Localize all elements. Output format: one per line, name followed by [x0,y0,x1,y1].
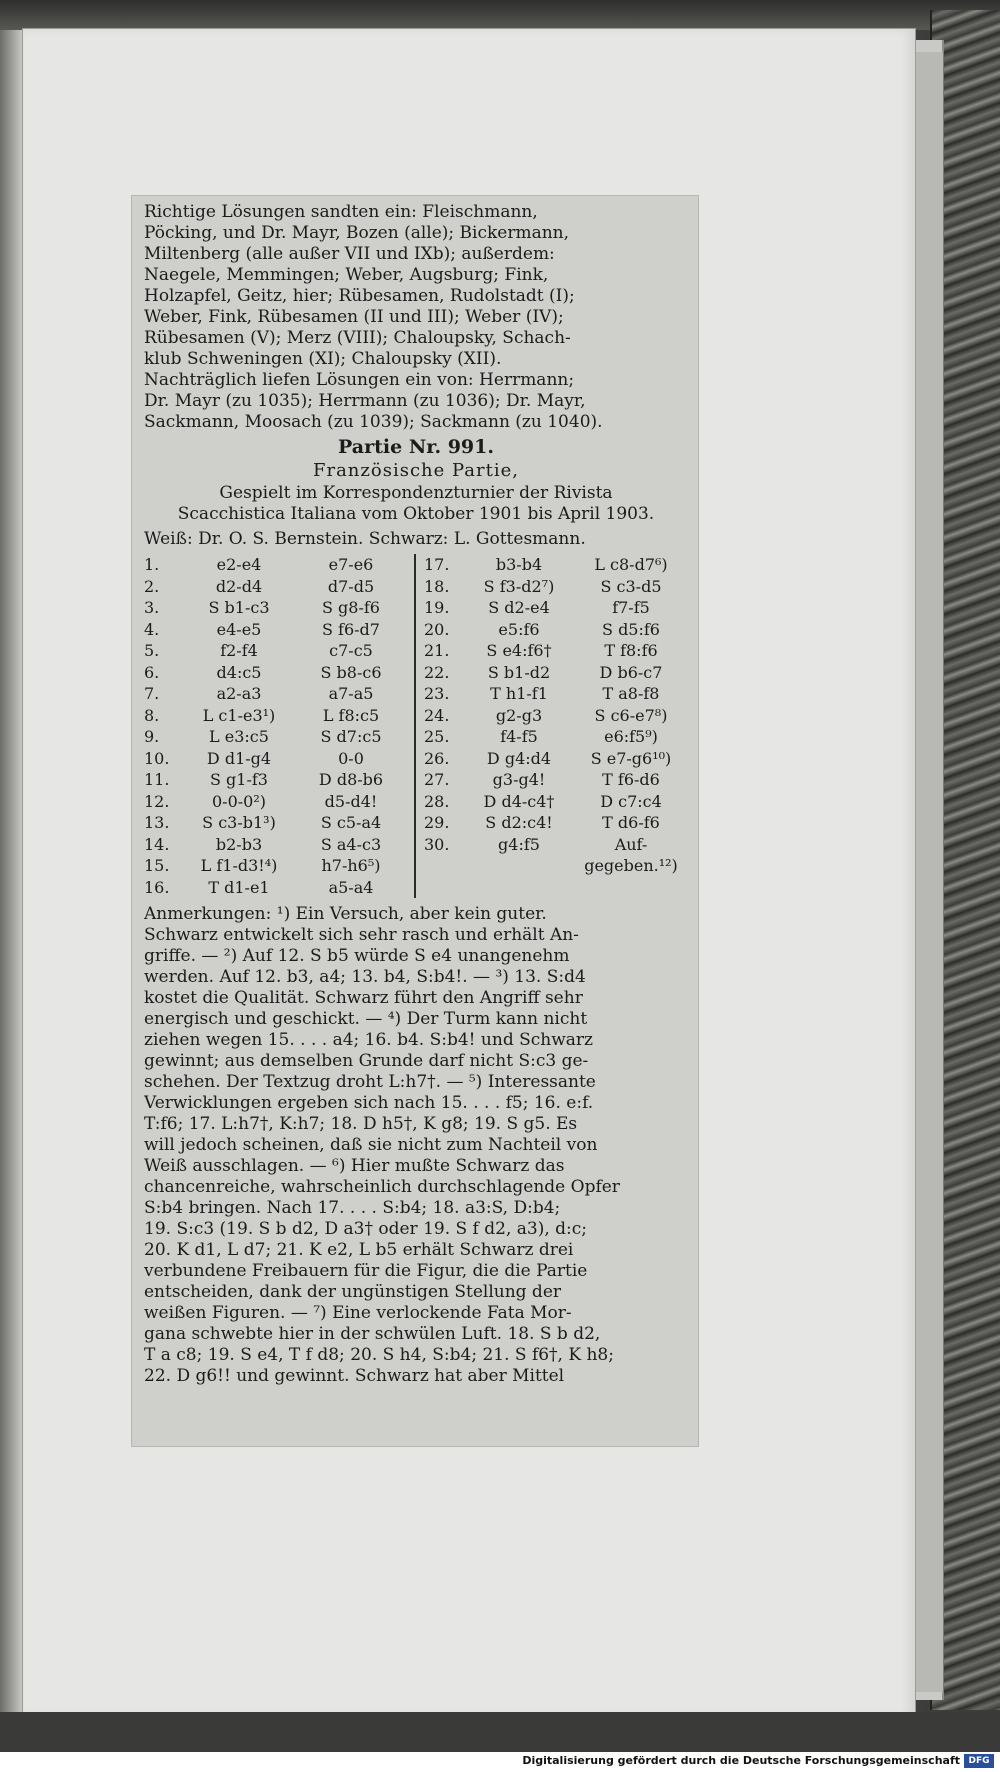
late-solvers-paragraph [144,370,688,433]
move-row [144,769,408,791]
white-move: S c3-b1³) [202,813,276,832]
move-row [144,554,408,576]
text-line: will jedoch scheinen, daß sie nicht zum Nachteil von [144,1135,598,1155]
black-move: e6:f5⁹) [604,727,658,746]
text-line: Naegele, Memmingen; Weber, Augsburg; Fink, [144,265,549,285]
text-line: Nachträglich liefen Lösungen ein von: Herrmann; [144,370,575,390]
annotations [144,904,688,1387]
move-number: 19. [424,598,450,617]
move-number: 27. [424,770,450,789]
event-description [144,483,688,525]
move-row [144,812,408,834]
move-row [144,662,408,684]
move-number: 12. [144,791,170,811]
text-line: gana schwebte hier in der schwülen Luft. 18. S b d2, [144,1324,601,1344]
text-line: 19. S:c3 (19. S b d2, D a3† oder 19. S f d2, a3), d:c; [144,1219,588,1239]
white-move: T h1-f1 [490,684,548,703]
white-move: S d2:c4! [485,813,553,832]
black-move: S f6-d7 [322,619,380,639]
move-row [424,791,688,813]
move-row [424,554,688,576]
text-line: klub Schweningen (XI); Chaloupsky (XII). [144,349,502,369]
move-row [424,640,688,662]
white-move: S g1-f3 [210,770,268,789]
black-move: Auf- [614,834,648,854]
text-line: Rübesamen (V); Merz (VIII); Chaloupsky, Schach- [144,328,571,348]
newspaper-clipping [132,196,698,1446]
move-number [424,855,464,877]
move-number: 2. [144,576,160,596]
white-move: S b1-d2 [487,662,551,682]
text-line: Weiß ausschlagen. — ⁶) Hier mußte Schwarz das [144,1156,565,1176]
white-move: D d1-g4 [206,748,272,768]
move-number: 10. [144,748,170,768]
black-move: e7-e6 [328,555,374,574]
text-line: gewinnt; aus demselben Grunde darf nicht S:c3 ge- [144,1051,589,1071]
white-move: g3-g4! [492,770,546,789]
move-row [424,683,688,705]
move-number: 30. [424,834,450,854]
text-line: schehen. Der Textzug droht L:h7†. — ⁵) Interessante [144,1072,596,1092]
text-line: ziehen wegen 15. . . . a4; 16. b4. S:b4! und Schwarz [144,1030,593,1050]
black-move: S c3-d5 [600,576,662,596]
text-line: entscheiden, dank der ungünstigen Stellung der [144,1282,562,1302]
opening-name: Französische Partie, [312,460,520,481]
move-number: 5. [144,641,160,660]
white-move: D g4:d4 [486,748,552,768]
text-line: 22. D g6!! und gewinnt. Schwarz hat aber Mittel [144,1366,565,1386]
text-line: Verwicklungen ergeben sich nach 15. . . . f5; 16. e:f. [144,1093,594,1113]
white-move: L e3:c5 [209,727,269,746]
black-move: S b8-c6 [320,662,382,682]
white-move: e4-e5 [216,619,262,639]
move-row [144,834,408,856]
text-line: werden. Auf 12. b3, a4; 13. b4, S:b4!. — ³) 13. S:d4 [144,967,586,987]
black-move: S a4-c3 [320,834,382,854]
move-row [424,662,688,684]
text-line: weißen Figuren. — ⁷) Eine verlockende Fata Mor- [144,1303,572,1323]
white-move: g2-g3 [495,705,543,725]
move-row [144,855,408,877]
move-row [144,683,408,705]
move-row [144,705,408,727]
move-number: 28. [424,791,450,811]
white-move: S f3-d2⁷) [483,576,555,596]
text-line: 20. K d1, L d7; 21. K e2, L b5 erhält Schwarz drei [144,1240,574,1260]
text-line: Gespielt im Korrespondenzturnier der Rivista [219,483,613,503]
black-move: T f8:f6 [604,641,658,660]
text-line: S:b4 bringen. Nach 17. . . . S:b4; 18. a3:S, D:b4; [144,1198,561,1218]
players-line: Weiß: Dr. O. S. Bernstein. Schwarz: L. Gottesmann. [144,529,586,549]
white-move: g4:f5 [498,834,540,854]
white-move: e2-e4 [216,555,262,574]
text-line: Dr. Mayr (zu 1035); Herrmann (zu 1036); Dr. Mayr, [144,391,586,411]
move-number: 9. [144,727,160,746]
black-move: S d7:c5 [320,727,382,746]
white-move: b3-b4 [495,555,543,574]
black-move: a5-a4 [328,877,374,897]
move-row [424,597,688,619]
move-number: 15. [144,856,170,875]
black-move: S d5:f6 [602,619,660,639]
move-row [424,726,688,748]
move-number: 17. [424,555,450,574]
text-line: Sackmann, Moosach (zu 1039); Sackmann (zu 1040). [144,412,603,432]
move-row [424,576,688,598]
move-number: 23. [424,684,450,703]
black-move: 0-0 [338,748,364,768]
black-move: h7-h6⁵) [321,856,381,875]
move-number: 22. [424,662,450,682]
text-line: chancenreiche, wahrscheinlich durchschlagende Opfer [144,1177,620,1197]
black-move: f7-f5 [612,598,650,617]
black-move: d5-d4! [324,791,378,811]
move-number: 24. [424,705,450,725]
black-move: T d6-f6 [602,813,660,832]
move-row [144,597,408,619]
black-move: S e7-g6¹⁰) [590,748,672,768]
white-move: T d1-e1 [208,877,270,897]
text-line: Scacchistica Italiana vom Oktober 1901 bis April 1903. [177,504,655,524]
move-row [424,855,688,877]
book-cover-top [0,0,1000,30]
move-number: 6. [144,662,160,682]
text-line: griffe. — ²) Auf 12. S b5 würde S e4 unangenehm [144,946,570,966]
text-line: Anmerkungen: ¹) Ein Versuch, aber kein guter. [144,904,547,924]
white-move: 0-0-0²) [211,791,266,811]
move-row [144,726,408,748]
move-number: 3. [144,598,160,617]
black-move: gegeben.¹²) [584,856,678,875]
black-move: L f8:c5 [322,705,380,725]
white-move: L c1-e3¹) [202,705,276,725]
text-line: verbundene Freibauern für die Figur, die die Partie [144,1261,588,1281]
move-number: 16. [144,877,170,897]
text-line: Richtige Lösungen sandten ein: Fleischmann, [144,202,538,222]
move-row [424,619,688,641]
white-move: a2-a3 [216,684,262,703]
text-line: Holzapfel, Geitz, hier; Rübesamen, Rudolstadt (I); [144,286,575,306]
black-move: D b6-c7 [599,662,663,682]
move-number: 13. [144,813,170,832]
move-row [424,748,688,770]
text-line: T:f6; 17. L:h7†, K:h7; 18. D h5†, K g8; 19. S g5. Es [144,1114,578,1134]
black-move: L c8-d7⁶) [594,555,668,574]
game-title: Partie Nr. 991. [338,436,494,458]
text-line: Pöcking, und Dr. Mayr, Bozen (alle); Bickermann, [144,223,570,243]
text-line: T a c8; 19. S e4, T f d8; 20. S h4, S:b4; 21. S f6†, K h8; [144,1345,614,1365]
move-row [144,640,408,662]
move-row [144,576,408,598]
white-move: e5:f6 [498,619,540,639]
move-number: 29. [424,813,450,832]
text-line: Miltenberg (alle außer VII und IXb); außerdem: [144,244,555,264]
move-number: 4. [144,619,160,639]
moves-column-right [416,554,688,898]
white-move: L f1-d3!⁴) [200,856,278,875]
move-number: 26. [424,748,450,768]
black-move: a7-a5 [328,684,374,703]
text-line: energisch und geschickt. — ⁴) Der Turm kann nicht [144,1009,588,1029]
black-move: c7-c5 [329,641,373,660]
move-number: 18. [424,576,450,596]
move-row [424,812,688,834]
black-move: T f6-d6 [602,770,660,789]
black-move: D c7:c4 [600,791,662,811]
move-number: 8. [144,705,160,725]
move-row [424,834,688,856]
funding-credit: Digitalisierung gefördert durch die Deutsche Forschungsgemeinschaft [522,1754,960,1767]
dfg-logo: DFG [964,1754,994,1768]
black-move: D d8-b6 [318,770,384,789]
text-line: Schwarz entwickelt sich sehr rasch und erhält An- [144,925,579,945]
white-move: S b1-c3 [208,598,270,617]
white-move [464,855,574,877]
white-move: S d2-e4 [488,598,550,617]
move-number: 1. [144,555,160,574]
white-move: b2-b3 [215,834,263,854]
move-number: 7. [144,684,160,703]
white-move: D d4-c4† [483,791,555,811]
black-move: T a8-f8 [602,684,660,703]
move-row [144,791,408,813]
move-row [144,877,408,899]
move-row [424,769,688,791]
black-move: S c5-a4 [320,813,382,832]
solvers-paragraph [144,202,688,370]
move-number: 25. [424,727,450,746]
black-move: S g8-f6 [322,598,380,617]
text-line: kostet die Qualität. Schwarz führt den Angriff sehr [144,988,583,1008]
text-line: Weber, Fink, Rübesamen (II und III); Weber (IV); [144,307,564,327]
white-move: d4:c5 [216,662,262,682]
moves-table [144,554,688,898]
move-row [144,619,408,641]
moves-column-left [144,554,416,898]
move-number: 11. [144,770,170,789]
move-row [144,748,408,770]
move-row [424,705,688,727]
white-move: f4-f5 [500,727,538,746]
white-move: d2-d4 [215,576,263,596]
black-move: S c6-e7⁸) [594,705,668,725]
move-number: 21. [424,641,450,660]
white-move: f2-f4 [220,641,258,660]
white-move: S e4:f6† [486,641,552,660]
move-number: 14. [144,834,170,854]
move-number: 20. [424,619,450,639]
black-move: d7-d5 [327,576,375,596]
